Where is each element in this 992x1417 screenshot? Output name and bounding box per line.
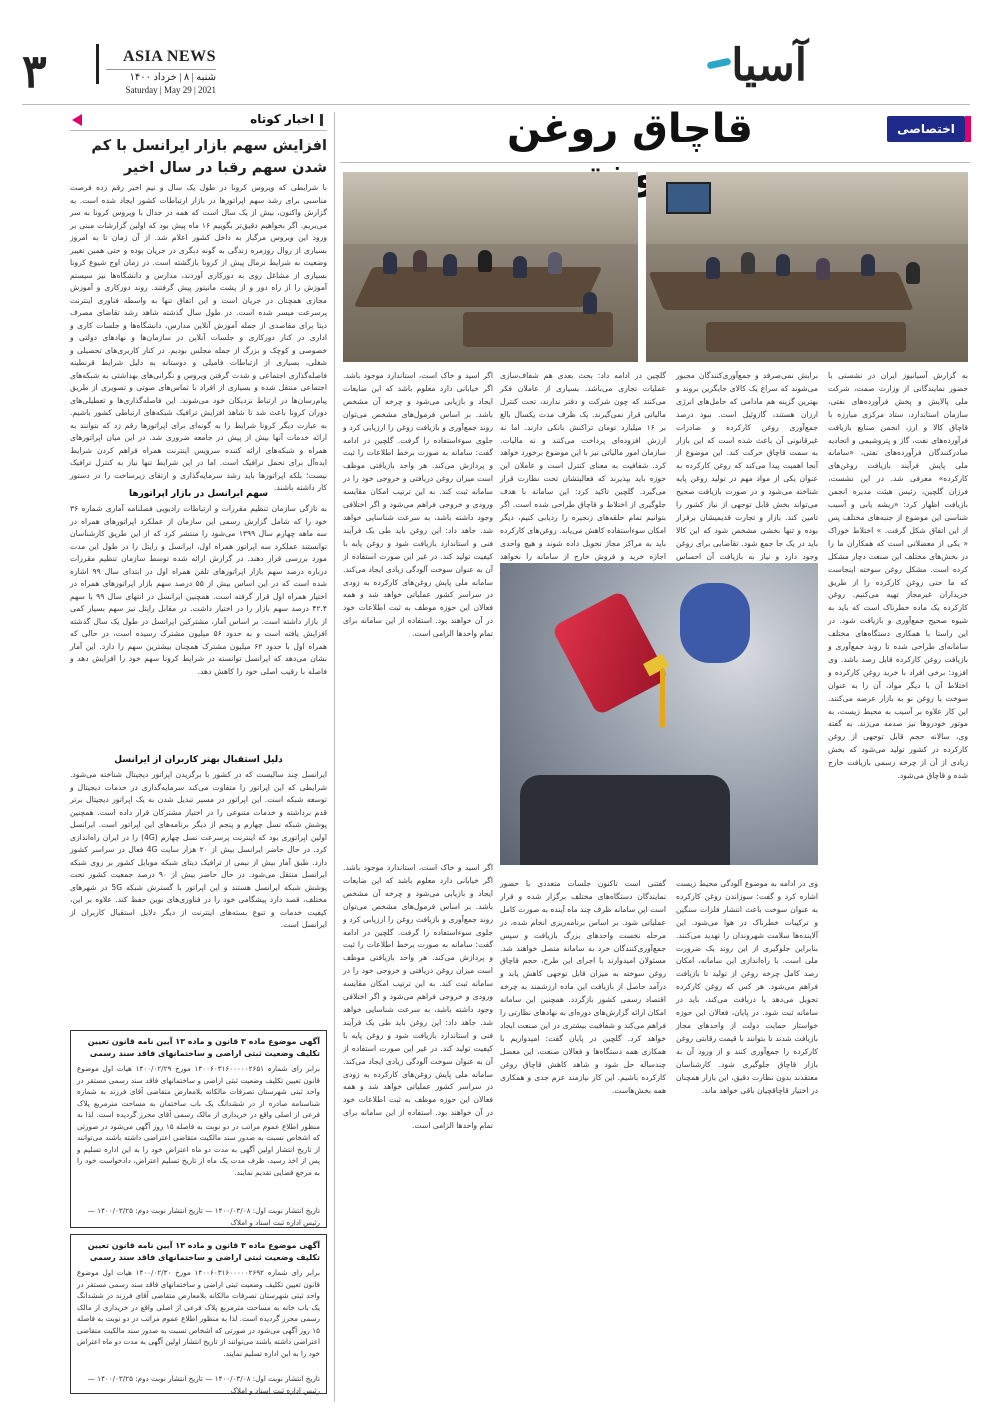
column-divider xyxy=(334,112,335,1402)
masthead-dateline xyxy=(106,48,216,95)
logo-wordmark: آسیا xyxy=(731,40,807,91)
legal-notice-2 xyxy=(70,1234,327,1394)
short-news-title: افزایش سهم بازار ایرانسل با کم شدن سهم رقبا در سال اخیر xyxy=(91,138,327,176)
headline-rule xyxy=(340,162,970,163)
legal-notice-2-body: برابر رای شماره ۱۴۰۰۶۰۳۱۶۰۰۰۰۰۲۶۹۲ مورخ ۱۴۰۰/۰۲/۳۰ هیات اول موضوع قانون تعیین تکلیف وضعیت ثبتی اراضی و ساختمانهای فاقد سند رسمی مستقر در واحد ثبتی شهرستان تصرفات مالکانه بلامعارض متقاضی آقای فرزند در ششدانگ یک باب خانه به مساحت مترمربع پلاک فرعی از اصلی واقع در خریداری از مالک رسمی محرز گردیده است. لذا به منظور اطلاع عموم مراتب در دو نوبت به فاصله ۱۵ روز آگهی می‌شود در صورتی که اشخاص نسبت به صدور سند مالکیت متقاضی اعتراضی داشته باشند می‌توانند از تاریخ انتشار اولین آگهی به مدت دو ماه اعتراض خود را به این اداره تسلیم نمایند. xyxy=(77,1268,320,1358)
page-number-divider xyxy=(96,44,99,84)
section-rule xyxy=(70,130,327,131)
subhead-market-share: سهم ایرانسل در بازار اپراتورها xyxy=(128,489,269,499)
masthead-rule xyxy=(22,104,970,105)
short-news-body-2: به تازگی سازمان تنظیم مقررات و ارتباطات رادیویی فصلنامه آماری شماره ۳۶ خود را که شامل گزارش رسمی این سازمان از عملکرد اپراتورهای همراه در سه ماهه چهارم سال ۱۳۹۹ می‌شود را منتشر کرد که از این طریق کارشناسان توانستند عملکرد سه اپراتور همراه اول، ایرانسل و رایتل را در طول این مدت مورد بررسی قرار دهند. در گزارش ارائه شده توسط سازمان تنظیم مقررات درباره درصد سهم بازار اپراتورهای تلفن همراه اول در ابتدای سال ۹۹ اشاره شده است که در این اساس بیش از ۵۵ درصد سهم بازار اپراتورهای همراه در اختیار همراه اول قرار گرفته است. همچنین ایرانسل در انتهای سال ۹۹ با سهم ۴۲.۴ درصد سهم بازار را در اختیار داشت. در مقابل رایتل نیز سهم بسیار کمی از بازار داشته است. بر اساس آمار، مشترکین ایرانسل در طول یک سال گذشته افزایش یافته است و به حدود ۵۶ میلیون مشترک رسیده است، در حالی که همراه اول با حدود ۶۲ میلیون مشترک همچنان بیشترین سهم را دارد. این آمار نشان می‌دهد که ایرانسل توانسته در شرایط کرونا سهم خود را افزایش دهد و فاصله با رقیب اصلی خود را کاهش دهد. xyxy=(70,504,328,676)
persian-date: شنبه | ۸ | خرداد ۱۴۰۰ xyxy=(106,69,216,83)
legal-notice-1-footer: تاریخ انتشار نوبت اول: ۱۴۰۰/۰۳/۰۸ — تاریخ انتشار نوبت دوم: ۱۴۰۰/۰۳/۲۵ — رئیس اداره ثبت اسناد و املاک xyxy=(87,1206,320,1227)
brand-name: ASIA NEWS xyxy=(123,48,216,65)
english-date: Saturday | May 29 | 2021 xyxy=(125,85,216,95)
article-headline: قاچاق روغن xyxy=(507,106,753,152)
legal-notice-2-footer: تاریخ انتشار نوبت اول: ۱۴۰۰/۰۳/۰۸ — تاریخ انتشار نوبت دوم: ۱۴۰۰/۰۳/۲۵ — رئیس اداره ثبت اسناد و املاک xyxy=(87,1374,320,1395)
page-number: ۳ xyxy=(22,44,47,98)
subhead-user-preference: دلیل استقبال بهتر کاربران از ایرانسل xyxy=(114,755,283,765)
article-column-1: به گزارش آسیانیوز ایران در نشستی با حضور نمایندگانی از وزارت صمت، شرکت ملی پالایش و پخش فرآورده‌های نفتی، سازمان استاندارد، ستاد مرکزی مبارزه با قاچاق کالا و ارز، انجمن صنایع بازیافت فرآورده‌های نفت، گاز و پتروشیمی و اتحادیه صادرکنندگان فرآورده‌های نفتی، «سامانه ملی پایش فرآیند بازیافت روغن‌های کارکرده» معرفی شد. در این نشست، فرزان گلچین، رئیس هیئت مدیره انجمن بازیافت اظهار کرد: «ریشه یابی و آسیب شناسی این موضوع از جنبه‌های مختلف پس از این اتفاق شکل گرفت. » اختلاط خوراک « یکی از معضلاتی است که همکاران ما را در بخش‌های مختلف این صنعت دچار مشکل کرده است. مشکل روغن سوخته اینجاست که ما حتی روغن کارکرده را از طریق خریداران غیرمجاز تهیه می‌کنیم. روغن کارکرده یک ماده خطرناک است که باید به شیوه صحیح جمع‌آوری و بازیافت شود. در این راستا با همکاری دستگاه‌های مختلف سامانه‌ای طراحی شده تا روند جمع‌آوری و بازیافت روغن کارکرده قابل رصد باشد. وی افزود: برخی افراد با خرید روغن کارکرده و اختلاط آن با دیگر مواد، آن را به عنوان سوخت یا روغن نو به بازار عرضه می‌کنند. این کار علاوه بر آسیب به محیط زیست، به موتور خودروها نیز صدمه می‌زند. به گفته وی، سالانه حجم قابل توجهی از روغن کارکرده در کشور تولید می‌شود که بخش زیادی از آن از چرخه رسمی بازیافت خارج شده و قاچاق می‌شود. xyxy=(828,371,968,781)
legal-notice-1 xyxy=(70,1030,327,1228)
article-column-6: گفتنی است تاکنون جلسات متعددی با حضور نمایندگان دستگاه‌های مختلف برگزار شده و قرار است این سامانه ظرف چند ماه آینده به صورت کامل عملیاتی شود. بر اساس برنامه‌ریزی انجام شده، در مرحله نخست واحدهای بزرگ بازیافت و سپس جمع‌آوری‌کنندگان خرد به سامانه متصل خواهند شد. مسئولان امیدوارند با اجرای این طرح، حجم قاچاق روغن سوخته به میزان قابل توجهی کاهش یابد و درآمد حاصل از بازیافت این ماده ارزشمند به چرخه اقتصاد رسمی کشور بازگردد. همچنین این سامانه امکان ارائه گزارش‌های دوره‌ای به نهادهای نظارتی را فراهم می‌کند و شفافیت بیشتری در این صنعت ایجاد خواهد کرد. گلچین در پایان گفت: امیدواریم با همکاری همه دستگاه‌ها و فعالان صنعت، این معضل چندساله حل شود و شاهد کاهش قاچاق روغن کارکرده باشیم. این کار نیازمند عزم جدی و همکاری همه بخش‌هاست. xyxy=(500,879,666,1095)
article-column-4: اگر اسید و خاک است، استاندارد موجود باشد. اگر خیابانی دارد معلوم باشد که این ضایعات ایجاد و بازیابی می‌شود و چرخه آن مشخص باشد. بر اساس فرمول‌های مشخص می‌توان روند جمع‌آوری و بازیافت روغن را ارزیابی کرد و جلوی سوءاستفاده را گرفت. گلچین در ادامه گفت: سامانه به صورت برخط اطلاعات را ثبت و پردازش می‌کند. هر واحد بازیافتی موظف است میزان روغن دریافتی و خروجی خود را در سامانه ثبت کند. به این ترتیب امکان مقایسه ورودی و خروجی فراهم می‌شود و اگر اختلافی وجود داشته باشد، به سرعت شناسایی خواهد شد. جاهد داد: این روغن باید طی یک فرآیند فنی و استاندارد بازیافت شود و روغن پایه با کیفیت تولید کند. در غیر این صورت استفاده از آن به عنوان سوخت آلودگی زیادی ایجاد می‌کند. سامانه ملی پایش روغن‌های کارکرده به زودی در سراسر کشور عملیاتی خواهد شد و همه فعالان این حوزه موظف به ثبت اطلاعات خود در آن خواهند بود. استفاده از این سامانه برای تمام واحدها الزامی است. xyxy=(343,371,493,639)
section-tag: اخبار کوتاه xyxy=(238,112,323,126)
legal-notice-1-title: آگهی موضوع ماده ۳ قانون و ماده ۱۳ آیین نامه قانون تعیین تکلیف وضعیت ثبتی اراضی و ساختمانهای فاقد سند رسمی xyxy=(87,1037,320,1058)
article-column-2: برایش نمی‌صرفد و جمع‌آوری‌کنندگان مجبور می‌شوند که سراغ یک کالای جایگزین بروند و بهترین گزینه هم مادامی که حامل‌های انرژی ارزان هستند، گازوئیل است. نبود درصد جمع‌آوری روغن کارکرده و صادرات غیرقانونی آن باعث شده است که این بازار به سمت قاچاق حرکت کند. این موضوع از آنجا اهمیت پیدا می‌کند که روغن کارکرده به عنوان یکی از مواد مهم در تولید روغن پایه شناخته می‌شود و در صورت بازیافت صحیح می‌تواند بخش قابل توجهی از نیاز کشور را تامین کند. بازار و تجارت قدیمیشان برقرار بوده و تنها بخشی مشخص شود که این کالا باید در یک جا جمع شود. تقاضایی برای روغن وجود دارد و نیاز به بازیافت آن احساس xyxy=(676,371,818,561)
logo-accent-stroke xyxy=(707,58,732,70)
legal-notice-2-title: آگهی موضوع ماده ۳ قانون و ماده ۱۳ آیین نامه قانون تعیین تکلیف وضعیت ثبتی اراضی و ساختمانهای فاقد سند رسمی xyxy=(87,1241,320,1262)
meeting-photo-right xyxy=(646,172,968,362)
exclusive-label: اختصاصی xyxy=(887,116,965,142)
article-column-5: وی در ادامه به موضوع آلودگی محیط زیست اشاره کرد و گفت: سوزاندن روغن کارکرده به عنوان سوخت باعث انتشار فلزات سنگین و ترکیبات خطرناک در هوا می‌شود. این آلاینده‌ها سلامت شهروندان را تهدید می‌کنند. بنابراین جلوگیری از این روند یک ضرورت ملی است. با راه‌اندازی این سامانه، امکان رصد کامل چرخه روغن از تولید تا بازیافت فراهم می‌شود. هر کس که روغن کارکرده تحویل می‌دهد یا دریافت می‌کند، باید در سامانه ثبت شود. در پایان، فعالان این حوزه خواستار حمایت دولت از واحدهای مجاز بازیافت شدند تا بتوانند با قیمت رقابتی روغن کارکرده را جمع‌آوری کنند و از ورود آن به بازار قاچاق جلوگیری شود. کارشناسان معتقدند بدون نظارت دقیق، این بازار همچنان در اختیار قاچاقچیان باقی خواهد ماند. xyxy=(676,879,818,1095)
article-column-7: اگر اسید و خاک است، استاندارد موجود باشد. اگر خیابانی دارد معلوم باشد که این ضایعات ایجاد و بازیابی می‌شود و چرخه آن مشخص باشد. بر اساس فرمول‌های مشخص می‌توان روند جمع‌آوری و بازیافت روغن را ارزیابی کرد و جلوی سوءاستفاده را گرفت. گلچین در ادامه گفت: سامانه به صورت برخط اطلاعات را ثبت و پردازش می‌کند. هر واحد بازیافتی موظف است میزان روغن دریافتی و خروجی خود را در سامانه ثبت کند. به این ترتیب امکان مقایسه ورودی و خروجی فراهم می‌شود و اگر اختلافی وجود داشته باشد، به سرعت شناسایی خواهد شد. جاهد داد: این روغن باید طی یک فرآیند فنی و استاندارد بازیافت شود و روغن پایه با کیفیت تولید کند. در غیر این صورت استفاده از آن به عنوان سوخت آلودگی زیادی ایجاد می‌کند. سامانه ملی پایش روغن‌های کارکرده به زودی در سراسر کشور عملیاتی خواهد شد و همه فعالان این حوزه موظف به ثبت اطلاعات خود در آن خواهند بود. استفاده از این سامانه برای تمام واحدها الزامی است. xyxy=(343,863,493,1131)
article-column-3: گلچین در ادامه داد: بحث بعدی هم شفاف‌سازی عملیات تجاری می‌باشد. بسیاری از عاملان فکر می‌کنند که چون شرکت و دفتر ندارند، تحت کنترل مالیاتی قرار نمی‌گیرند. یک ظرف مدت یکسال بالغ بر ۱۶ میلیارد تومان تراکنش بانکی دارند. اما نه ارزش افزوده‌ای پرداخت می‌کنند و نه مالیات. سازمان امور مالیاتی نیز با این موضوع برخورد خواهد کرد. شفافیت به معنای کنترل است و عاملان این حوزه باید بپذیرند که فعالیتشان تحت نظارت قرار می‌گیرد. گلچین تاکید کرد: این سامانه با هدف جلوگیری از اختلاط و قاچاق طراحی شده است. اگر بتوانیم تمام حلقه‌های زنجیره را ردیابی کنیم، دیگر امکان سوءاستفاده کاهش می‌یابد. روغن‌های کارکرده باید به مراکز مجاز تحویل داده شوند و هیچ واحدی اجازه خرید و فروش خارج از سامانه را نخواهد xyxy=(500,371,667,561)
legal-notice-1-body: برابر رای شماره ۱۴۰۰۶۰۳۱۶۰۰۰۰۰۲۶۵۱ مورخ ۱۴۰۰/۰۲/۲۹ هیات اول موضوع قانون تعیین تکلیف وضعیت ثبتی اراضی و ساختمانهای فاقد سند رسمی مستقر در واحد ثبتی شهرستان تصرفات مالکانه بلامعارض متقاضی آقای فرزند به شماره شناسنامه صادره از در ششدانگ یک باب ساختمان به مساحت مترمربع پلاک فرعی از اصلی واقع در خریداری از مالک رسمی آقای محرز گردیده است. لذا به منظور اطلاع عموم مراتب در دو نوبت به فاصله ۱۵ روز آگهی می‌شود در صورتی که اشخاص نسبت به صدور سند مالکیت متقاضی اعتراضی داشته باشند می‌توانند از تاریخ انتشار اولین آگهی به مدت دو ماه اعتراض خود را به این اداره تسلیم و پس از اخذ رسید، ظرف مدت یک ماه از تاریخ تسلیم اعتراض، دادخواست خود را به مرجع قضایی تقدیم نمایند. xyxy=(77,1064,320,1177)
meeting-photo-left xyxy=(343,172,638,362)
oil-pouring-photo xyxy=(500,563,818,865)
asia-logo xyxy=(697,40,807,102)
short-news-body-3: ایرانسل چند سالیست که در کشور با برگزیدن اپراتور دیجیتال شناخته می‌شود. شرایطی که این اپراتور را متفاوت می‌کند سرمایه‌گذاری در خدمات دیجیتال و توسعه شبکه است. این اپراتور در مسیر تبدیل شدن به یک اپراتور دیجیتال برتر قدم برداشته و خدمات متنوعی را در اختیار مشترکان قرار داده است. همچنین پوشش شبکه نسل چهارم و پنجم از دیگر برنامه‌های این اپراتور است. ایرانسل اولین اپراتوری بود که اینترنت پرسرعت نسل چهارم (4G) را در ایران راه‌اندازی کرد. در حال حاضر ایرانسل بیش از ۲۰ هزار سایت 4G فعال در سراسر کشور دارد. طبق آمار بیش از نیمی از ترافیک دیتای شبکه موبایل کشور بر روی شبکه ایرانسل منتقل می‌شود. در حال حاضر بیش از ۹۰ درصد جمعیت کشور تحت پوشش شبکه ایرانسل هستند و این اپراتور با گسترش شبکه 5G در شهرهای مختلف، قصد دارد پیشگامی خود را در فناوری‌های نوین حفظ کند. علاوه بر این، کیفیت خدمات و تنوع بسته‌های اینترنت از دیگر دلایل استقبال کاربران از ایرانسل است. xyxy=(70,770,327,930)
short-news-body-1: با شرایطی که ویروس کرونا در طول یک سال و نیم اخیر رقم زده فرصت مناسبی برای رشد سهم اپراتورها در بازار ارتباطات کشور ایجاد شده است. به گزارش واکنون، بیش از یک سال است که همه در جدال با ویروس کرونا به سر می‌بریم. اگر بخواهیم دقیق‌تر بگوییم ۱۶ ماه پیش بود که اولین گزارشات مبنی بر ورود این ویروس مرگبار به داخل کشور اعلام شد. از آن زمان تا به امروز بسیاری از روال روزمره زندگی به گونه دیگری در جریان بوده و حتی همین تغییر وضعیت به شرایط نرمال پیش از کرونا بازگشته است. در زمان اوج شیوع کرونا بسیاری از مشاغل روی به دورکاری آوردند، مدارس و دانشگاه‌ها نیز سیستم آموزش را از راه دور و از پشت مانیتور پیش گرفتند. روند دورکاری و آموزش مجازی همچنان در جریان است و این اتفاق تنها به واسطه فناوری اینترنت پرسرعت میسر شده است. در طول سال گذشته شاهد رشد تقاضای مصرف دیتا برای مقاصدی از جمله آموزش آنلاین مدارس، دانشگاه‌ها و جلسات کاری و اداری در کنار دورکاری و جلسات آنلاین در سازمان‌ها و نهادهای دولتی و خصوصی و کوچک و بزرگ از جمله مجلس بودیم. در کنار کاربری‌های تحصیلی و شغلی، بسیاری از ارتباطات فامیلی و دوستانه به دلیل شرایط قرنطینه فاصله‌گذاری اجتماعی و شدت گرفتن ویروس و نگرانی‌های بهداشتی به شبکه‌های اجتماعی منتقل شده و بسیاری از افراد با تماس‌های صوتی و تصویری از طریق پیام‌رسان‌ها در ارتباط نزدیکان خود می‌شوند. این فاصله‌گذاری‌ها و تعطیلی‌های دوران کرونا باعث شد تا شاهد افزایش ترافیک شبکه‌های ارتباطی کشور باشیم. به عبارت دیگر کرونا شرایط را به گونه‌ای برای اپراتورها رقم زد که بتوانند به ارائه خدمات آنها بیش از پیش در جامعه ضروری شد. در این میان اپراتورهای همراه و شبکه‌های ارائه کننده سرویس اینترنت همراه فراهم کردن شرایط ایده‌آل برای تحمل ترافیک است. اما در این شرایط تنها نیاز به کنترل ترافیک نیست؛ بلکه اپراتورها باید رشد سرمایه‌گذاری و ارتقای زیرساخت را در دستور کار داشته باشند. xyxy=(70,183,328,493)
play-icon xyxy=(72,114,82,126)
